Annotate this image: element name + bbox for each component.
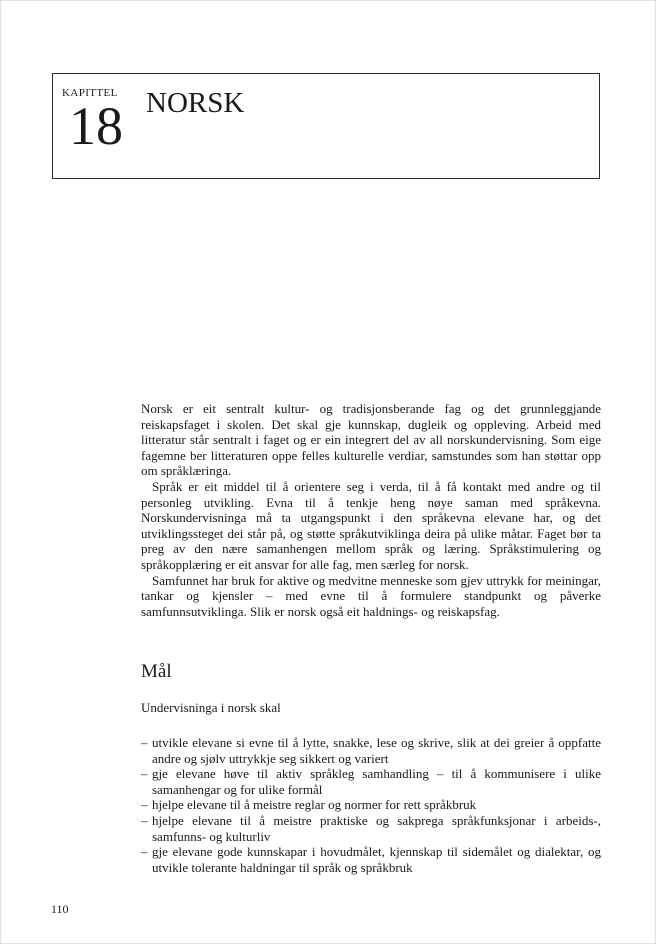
chapter-label: KAPITTEL <box>62 87 118 99</box>
list-item <box>141 766 601 797</box>
dash-bullet: – <box>141 844 148 860</box>
goal-text: hjelpe elevane til å meistre reglar og normer for rett språkbruk <box>152 797 477 813</box>
goals-lead-text: Undervisninga i norsk skal <box>141 700 281 715</box>
goal-text: utvikle elevane si evne til å lytte, snakke, lese og skrive, slik at dei greier å oppfatte andre og sjølv uttrykkje seg sikkert og variert <box>152 735 601 766</box>
chapter-title: NORSK <box>146 87 245 119</box>
goal-text: gje elevane gode kunnskapar i hovudmålet, kjennskap til sidemålet og dialektar, og utvikle tolerante haldningar til språk og språkbruk <box>152 844 601 875</box>
intro-paragraph-1: Norsk er eit sentralt kultur- og tradisjonsberande fag og det grunnleggjande reiskapsfaget i skolen. Det skal gje kunnskap, dugleik og oppleving. Arbeid med litteratur står sentralt i faget og er ein integrert del av all norskundervisning. Som eige fagemne ber litteraturen oppe felles kulturelle verdiar, samstundes som han støttar opp om språklæringa. <box>141 401 601 479</box>
goals-list <box>141 735 601 875</box>
dash-bullet: – <box>141 735 148 750</box>
section-heading-mal: Mål <box>141 661 172 682</box>
dash-bullet: – <box>141 812 148 828</box>
list-item <box>141 735 601 766</box>
list-item <box>141 797 601 813</box>
chapter-header-box <box>52 73 600 179</box>
dash-bullet: – <box>141 766 148 782</box>
goal-text: gje elevane høve til aktiv språkleg samhandling – til å kommunisere i ulike samanhengar og for ulike formål <box>152 766 601 797</box>
page-number: 110 <box>51 902 69 916</box>
intro-paragraph-2: Språk er eit middel til å orientere seg i verda, til å få kontakt med andre og til personleg utvikling. Evna til å tenkje heng nøye saman med språkevna. Norskundervisninga må ta utgangspunkt i den språkevna elevane har, og det utviklingssteget dei står på, og støtte språkutviklinga deira på ulike måtar. Faget bør ta preg av den nære samanhengen mellom språk og læring. Språkstimulering og språkopplæring er eit ansvar for alle fag, men særleg for norsk. <box>141 478 601 572</box>
intro-paragraph-3: Samfunnet har bruk for aktive og medvitne menneske som gjev uttrykk for meiningar, tankar og kjensler – med evne til å formulere standpunkt og påverke samfunnsutviklinga. Slik er norsk også eit haldnings- og reiskapsfag. <box>141 572 601 619</box>
dash-bullet: – <box>141 797 148 813</box>
chapter-number: 18 <box>69 96 123 156</box>
intro-text <box>141 401 601 619</box>
goal-text: hjelpe elevane til å meistre praktiske og sakpregа språkfunksjonar i arbeids-, samfunns- og kulturliv <box>152 812 601 844</box>
list-item <box>141 844 601 875</box>
goals-lead <box>141 700 601 716</box>
list-item <box>141 813 601 844</box>
